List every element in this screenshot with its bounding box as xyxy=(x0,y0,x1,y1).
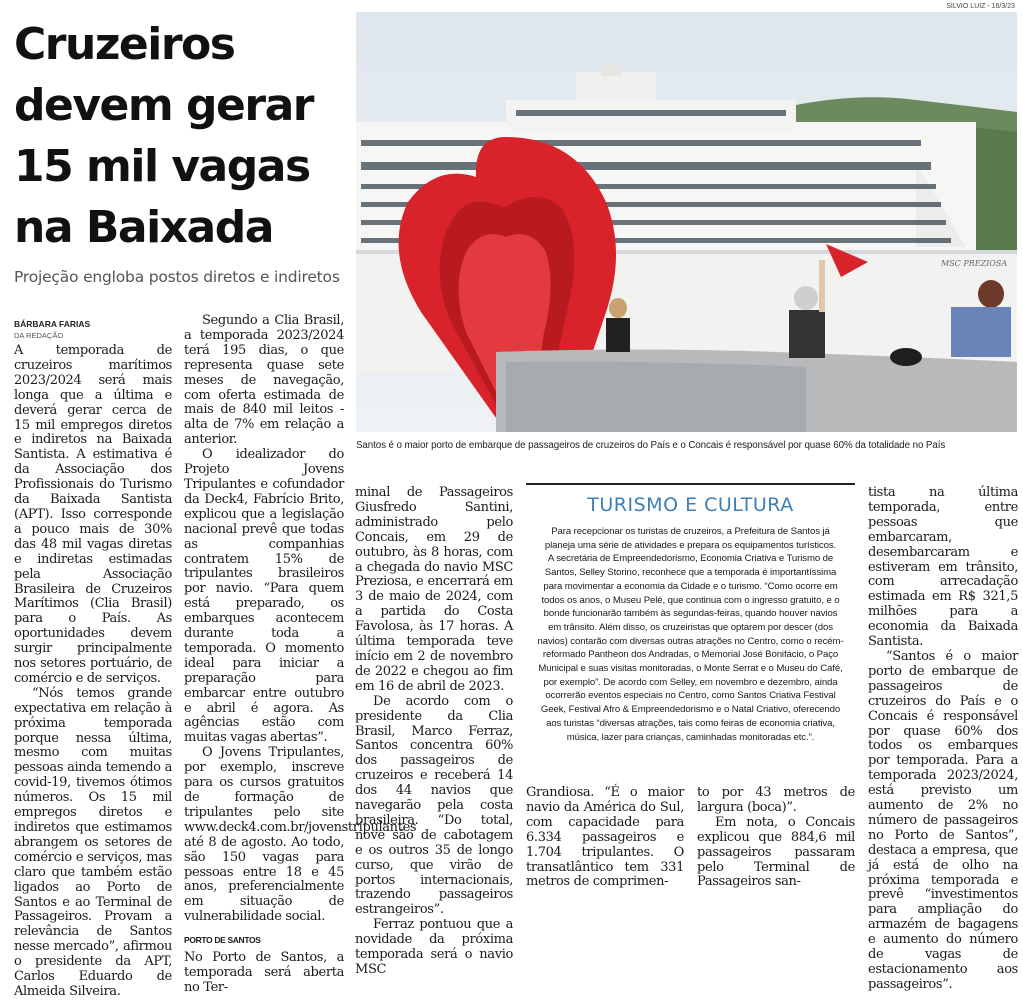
article-column-2 xyxy=(184,313,417,996)
author-name: BÁRBARA FARIAS xyxy=(14,319,91,329)
photo-credit: SILVIO LUIZ - 16/3/23 xyxy=(946,3,1015,10)
paragraph: tista na última temporada, entre pessoas que embarcaram, desembarcaram e estiveram em trânsito, com arrecadação estimada em R$ 321,5 milhões para a economia da Baixada Santista. xyxy=(868,485,1018,650)
article-photo xyxy=(356,12,1017,432)
photo-caption: Santos é o maior porto de embarque de passageiros de cruzeiros do País e o Concais é responsável por quase 60% da totalidade no País xyxy=(356,440,946,451)
sidebar-box xyxy=(526,483,855,768)
paragraph: to por 43 metros de largura (boca)”. xyxy=(697,785,855,815)
ship-name: MSC PREZIOSA xyxy=(941,259,1008,268)
sidebar-paragraph: Para recepcionar os turistas de cruzeiros, a Prefeitura de Santos já planeja uma série de atividades e prepara os equipamentos turísticos. xyxy=(544,526,837,551)
paragraph: O Jovens Tripulantes, por exemplo, inscreve para os cursos gratuitos de formação de tripulantes pelo site www.deck4.com.br/jovenstripulantes até 8 de agosto. Ao todo, são 150 vagas para pessoas entre 18 e 45 anos, preferencialmente em situação de vulnerabilidade social. xyxy=(184,745,417,925)
paragraph: De acordo com o presidente da Clia Brasil, Marco Ferraz, Santos concentra 60% dos passageiros de cruzeiros e receberá 14 dos 44 navios que navegarão pela costa brasileira. “Do total, nove são de cabotagem e os outros 35 de longo curso, que virão de portos internacionais, trazendo passageiros estrangeiros”. xyxy=(355,693,513,918)
paragraph: minal de Passageiros Giusfredo Santini, administrado pelo Concais, em 29 de outubro, às 8 horas, com a chegada do navio MSC Preziosa, e encerrará em 3 de maio de 2024, com a partida do Costa Favolosa, às 17 horas. A última temporada teve início em 2 de novembro de 2022 e chegou ao fim em 16 de abril de 2023. xyxy=(355,485,513,694)
article-column-1 xyxy=(14,344,172,1000)
paragraph: Grandiosa. “É o maior navio da América do Sul, com capacidade para 6.334 passageiros e 1.704 tripulantes. O transatlântico tem 331 metros de comprimen- xyxy=(526,785,684,890)
paragraph: “Nós temos grande expectativa em relação à próxima temporada porque nessa última, mesmo com muitas pessoas ainda temendo a covid-19, tivemos ótimos números. Os 15 mil empregos diretos e indiretos que estimamos abrangem os setores de comércio e serviços, mas claro que também estão ligados ao Porto de Santos e ao Terminal de Passageiros. Provam a relevância de Santos nesse mercado”, afirmou o presidente da APT, Carlos Eduardo de Almeida Silveira. xyxy=(14,685,172,999)
sidebar-paragraph: A secretária de Empreendedorismo, Economia Criativa e Turismo de Santos, Selley Storino, reconhece que a temporada é importantíssima para movimentar a economia da Cidade e o turismo. “Como ocorre em todos os anos, o Museu Pelé, que continua com o ingresso gratuito, e o bonde funcionarão também às segundas-feiras, quando houver navios em trânsito. Além disso, os cruzeiristas que optarem por descer (dos navios) contarão com diversas outras atrações no Centro, como o recém-reformado Pantheon dos Andradas, o Memorial José Bonifácio, o Paço Municipal e suas visitas monitoradas, o Monte Serrat e o Museu do Café, por exemplo”. De acordo com Selley, em novembro e dezembro, ainda ocorrerão eventos especiais no Centro, como Santos Criativa Festival Geek, Festival Afro & Empreendedorismo e o Natal Criativo, oferecendo aos turistas “diversas atrações, tais como feiras de economia criativa, música, lazer para crianças, caminhadas monitoradas etc.”. xyxy=(537,553,844,743)
article-column-4a xyxy=(526,786,684,890)
article-column-3 xyxy=(355,486,513,978)
paragraph: Em nota, o Concais explicou que 884,6 mil passageiros passaram pelo Terminal de Passageiros san- xyxy=(697,814,855,890)
paragraph: Segundo a Clia Brasil, a temporada 2023/2024 terá 195 dias, o que representa quase sete meses de navegação, com oferta estimada de mais de 840 mil leitos - alta de 7% em relação a anterior. xyxy=(184,313,344,448)
article-column-4b xyxy=(697,786,855,890)
author-department: DA REDAÇÃO xyxy=(14,331,64,340)
paragraph: A temporada de cruzeiros marítimos 2023/2024 será mais longa que a última e deverá gerar cerca de 15 mil empregos diretos e indiretos na Baixada Santista. A estimativa é da Associação dos Profissionais do Turismo da Baixada Santista (APT). Isso corresponde a pouco mais de 30% das 48 mil vagas diretas e indiretas estimadas pela Associação Brasileira de Cruzeiros Marítimos (Clia Brasil) para o País. As oportunidades devem surgir principalmente nos setores portuário, de comércio e de serviços. xyxy=(14,343,172,686)
paragraph: “Santos é o maior porto de embarque de passageiros de cruzeiros do País e o Concais é responsável por quase 60% dos todos os embarques por temporada. Para a temporada 2023/2024, está previsto um aumento de 2% no número de passageiros no Porto de Santos”, destaca a empresa, que já está de olho na próxima temporada e prevê “investimentos para ampliação do armazém de bagagens e aumento do número de vagas de estacionamento aos passageiros”. xyxy=(868,648,1018,992)
section-heading: PORTO DE SANTOS xyxy=(184,935,261,946)
paragraph: Ferraz pontuou que a novidade da próxima temporada será o navio MSC xyxy=(355,917,513,977)
sidebar-title: TURISMO E CULTURA xyxy=(587,494,794,516)
cruise-ship-photo xyxy=(356,12,1017,432)
paragraph: No Porto de Santos, a temporada será aberta no Ter- xyxy=(184,950,344,995)
article-column-5 xyxy=(868,486,1018,993)
headline: Cruzeiros devem gerar 15 mil vagas na Baixada xyxy=(14,19,313,253)
subheadline: Projeção engloba postos diretos e indiretos xyxy=(14,268,340,286)
sidebar-text xyxy=(526,525,855,744)
paragraph: O idealizador do Projeto Jovens Tripulantes e cofundador da Deck4, Fabrício Brito, explicou que a legislação nacional prevê que todas as companhias contratem 15% de tripulantes brasileiros por navio. “Para quem está preparado, os embarques acontecem durante toda a temporada. O momento ideal para iniciar a preparação para embarcar entre outubro e abril é agora. As agências estão com muitas vagas abertas”. xyxy=(184,447,344,746)
